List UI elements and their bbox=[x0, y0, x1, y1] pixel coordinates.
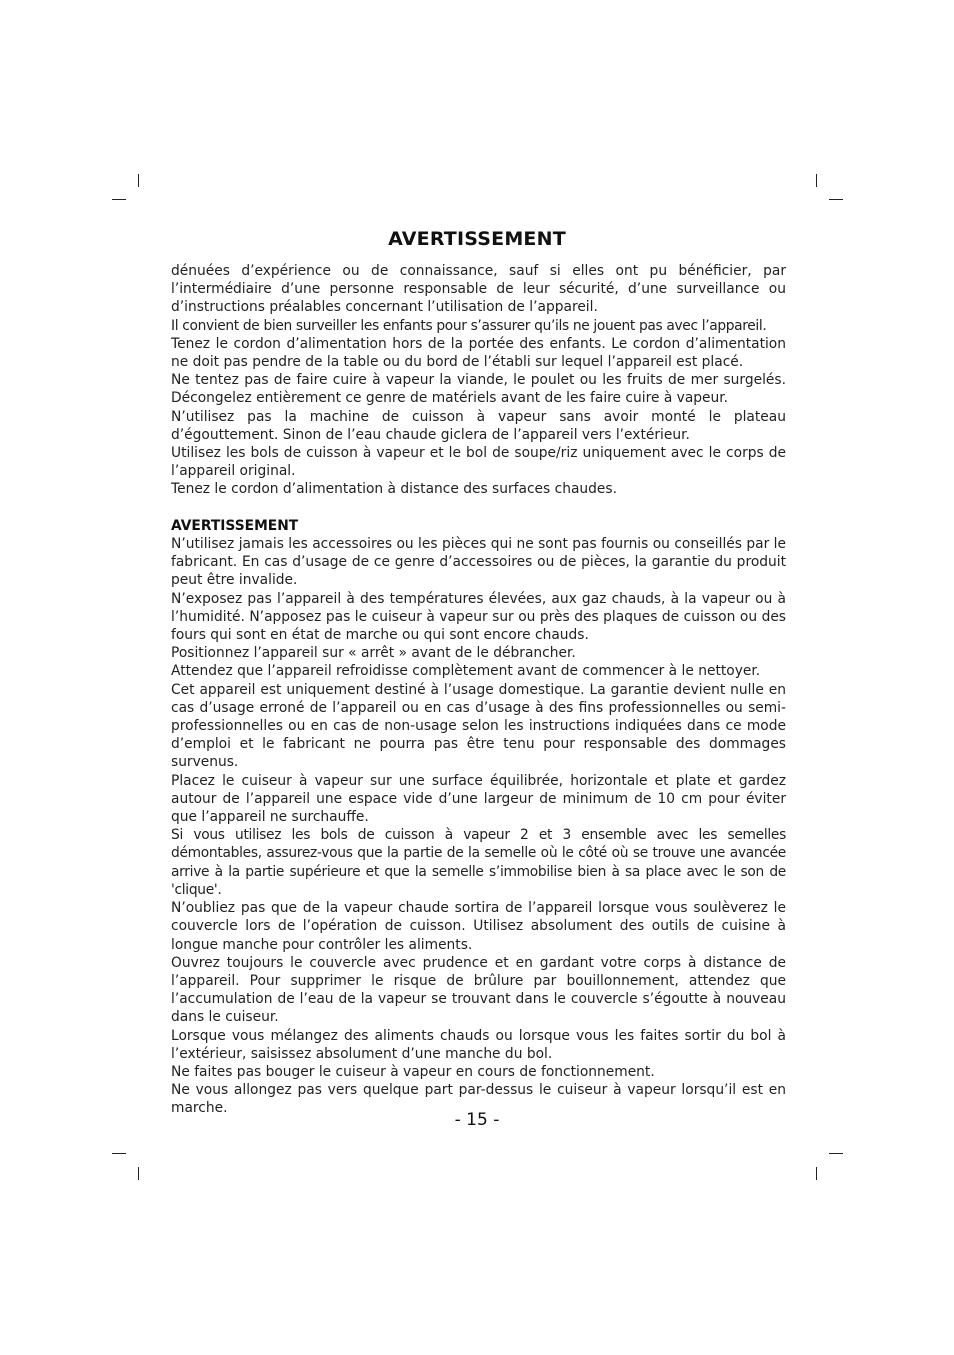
paragraph: Placez le cuiseur à vapeur sur une surface équilibrée, horizontale et plate et gardez autour de l’appareil une espace vide d’une largeur de minimum de 10 cm pour éviter que l’appareil ne surchauffe. bbox=[171, 772, 786, 826]
page-number: - 15 - bbox=[454, 1110, 500, 1130]
paragraph: Ouvrez toujours le couvercle avec prudence et en gardant votre corps à distance de l’appareil. Pour supprimer le risque de brûlure par bouillonnement, attendez que l’accumulation de l’eau de la vapeur se trouvant dans le couvercle s’égoutte à nouveau dans le cuiseur. bbox=[171, 954, 786, 1026]
section-heading: AVERTISSEMENT bbox=[171, 517, 299, 534]
paragraph: Tenez le cordon d’alimentation hors de la portée des enfants. Le cordon d’alimentation ne doit pas pendre de la table ou du bord de l’établi sur lequel l’appareil est placé. bbox=[171, 335, 786, 371]
paragraph: Lorsque vous mélangez des aliments chauds ou lorsque vous les faites sortir du bol à l’extérieur, saisissez absolument d’une manche du bol. bbox=[171, 1027, 786, 1062]
crop-mark bbox=[112, 199, 126, 200]
paragraph: dénuées d’expérience ou de connaissance, sauf si elles ont pu bénéficier, par l’intermédiaire d’une personne responsable de leur sécurité, d’une surveillance ou d’instructions préalables concernant l’utilisation de l’appareil. bbox=[171, 263, 786, 316]
crop-mark bbox=[829, 1153, 843, 1154]
paragraph: N’utilisez pas la machine de cuisson à vapeur sans avoir monté le plateau d’égouttement. Sinon de l’eau chaude giclera de l’appareil vers l’extérieur. bbox=[171, 408, 786, 443]
paragraph: Utilisez les bols de cuisson à vapeur et le bol de soupe/riz uniquement avec le corps de l’appareil original. bbox=[171, 445, 786, 480]
paragraph: Ne vous allongez pas vers quelque part par-dessus le cuiseur à vapeur lorsqu’il est en marche. bbox=[171, 1082, 786, 1117]
crop-mark bbox=[829, 199, 843, 200]
paragraph: Il convient de bien surveiller les enfants pour s’assurer qu’ils ne jouent pas avec l’appareil. bbox=[171, 317, 767, 334]
crop-mark bbox=[138, 174, 139, 187]
paragraph: Attendez que l’appareil refroidisse complètement avant de commencer à le nettoyer. bbox=[171, 663, 761, 680]
paragraph: Tenez le cordon d’alimentation à distance des surfaces chaudes. bbox=[171, 481, 617, 498]
crop-mark bbox=[138, 1167, 139, 1180]
paragraph: Ne tentez pas de faire cuire à vapeur la viande, le poulet ou les fruits de mer surgelés. Décongelez entièrement ce genre de matériels avant de les faire cuire à vapeur. bbox=[171, 372, 786, 407]
paragraph: Si vous utilisez les bols de cuisson à vapeur 2 et 3 ensemble avec les semelles démontables, assurez-vous que la partie de la semelle où le côté où se trouve une avancée arrive à la partie supérieure et que la semelle s’immobilise bien à sa place avec le son de 'clique'. bbox=[171, 827, 786, 898]
paragraph: N’exposez pas l’appareil à des températures élevées, aux gaz chauds, à la vapeur ou à l’humidité. N’apposez pas le cuiseur à vapeur sur ou près des plaques de cuisson ou des fours qui sont en état de marche ou qui sont encore chauds. bbox=[171, 590, 786, 644]
crop-mark bbox=[112, 1153, 126, 1154]
paragraph: Cet appareil est uniquement destiné à l’usage domestique. La garantie devient nulle en cas d’usage erroné de l’appareil ou en cas d’usage à des fins professionnelles ou semi-professionnelles ou en cas de non-usage selon les instructions indiquées dans ce mode d’emploi et le fabricant ne pourra pas être tenu pour responsable des dommages survenus. bbox=[171, 681, 786, 771]
document-body bbox=[171, 262, 786, 1118]
crop-mark bbox=[816, 174, 817, 187]
crop-mark bbox=[816, 1167, 817, 1180]
paragraph: Positionnez l’appareil sur « arrêt » avant de le débrancher. bbox=[171, 645, 576, 662]
page-title: AVERTISSEMENT bbox=[388, 228, 566, 250]
paragraph: N’oubliez pas que de la vapeur chaude sortira de l’appareil lorsque vous soulèverez le couvercle lors de l’opération de cuisson. Utilisez absolument des outils de cuisine à longue manche pour contrôler les aliments. bbox=[171, 900, 786, 953]
paragraph: N’utilisez jamais les accessoires ou les pièces qui ne sont pas fournis ou conseillés par le fabricant. En cas d’usage de ce genre d’accessoires ou de pièces, la garantie du produit peut être invalide. bbox=[171, 536, 786, 589]
paragraph: Ne faites pas bouger le cuiseur à vapeur en cours de fonctionnement. bbox=[171, 1063, 655, 1080]
